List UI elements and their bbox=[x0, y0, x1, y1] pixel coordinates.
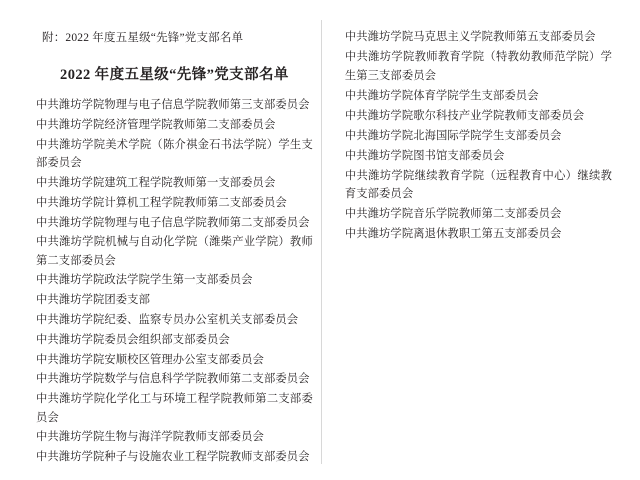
list-item: 中共潍坊学院体育学院学生支部委员会 bbox=[344, 89, 539, 102]
list-item: 中共潍坊学院数学与信息科学学院教师第二支部委员会 bbox=[36, 373, 310, 386]
list-item: 中共潍坊学院物理与电子信息学院教师第二支部委员会 bbox=[36, 216, 310, 229]
branch-list-left bbox=[36, 96, 313, 466]
list-item: 中共潍坊学院音乐学院教师第二支部委员会 bbox=[344, 208, 562, 221]
list-item: 中共潍坊学院经济管理学院教师第二支部委员会 bbox=[36, 119, 276, 132]
list-item: 中共潍坊学院物理与电子信息学院教师第三支部委员会 bbox=[36, 99, 310, 112]
list-item: 中共潍坊学院政法学院学生第一支部委员会 bbox=[36, 274, 253, 287]
list-item: 中共潍坊学院团委支部 bbox=[36, 294, 150, 307]
left-column bbox=[18, 26, 327, 468]
page-title: 2022 年度五星级“先锋”党支部名单 bbox=[60, 67, 289, 84]
list-item: 中共潍坊学院化学化工与环境工程学院教师第二支部委员会 bbox=[36, 393, 313, 424]
list-item: 中共潍坊学院继续教育学院（远程教育中心）继续教育支部委员会 bbox=[344, 169, 612, 201]
list-item: 中共潍坊学院离退休教职工第五支部委员会 bbox=[344, 228, 562, 241]
list-item: 中共潍坊学院教师教育学院（特教幼教师范学院）学生第三支部委员会 bbox=[344, 51, 612, 82]
list-item: 中共潍坊学院纪委、监察专员办公室机关支部委员会 bbox=[36, 314, 299, 327]
list-item: 中共潍坊学院马克思主义学院教师第五支部委员会 bbox=[344, 31, 596, 43]
list-item: 中共潍坊学院安顺校区管理办公室支部委员会 bbox=[36, 353, 264, 366]
list-item: 中共潍坊学院种子与设施农业工程学院教师支部委员会 bbox=[36, 451, 310, 464]
list-item: 中共潍坊学院美术学院（陈介祺金石书法学院）学生支部委员会 bbox=[36, 138, 313, 170]
list-item: 中共潍坊学院生物与海洋学院教师支部委员会 bbox=[36, 431, 264, 444]
list-item: 中共潍坊学院歌尔科技产业学院教师支部委员会 bbox=[344, 109, 585, 122]
list-item: 中共潍坊学院计算机工程学院教师第二支部委员会 bbox=[36, 196, 287, 209]
list-item: 中共潍坊学院机械与自动化学院（潍柴产业学院）教师第二支部委员会 bbox=[36, 236, 313, 267]
list-item: 中共潍坊学院委员会组织部支部委员会 bbox=[36, 333, 230, 346]
list-item: 中共潍坊学院北海国际学院学生支部委员会 bbox=[344, 129, 562, 142]
attachment-line: 附：2022 年度五星级“先锋”党支部名单 bbox=[42, 32, 244, 44]
branch-list-right bbox=[345, 28, 612, 244]
list-item: 中共潍坊学院图书馆支部委员会 bbox=[344, 149, 505, 162]
list-item: 中共潍坊学院建筑工程学院教师第一支部委员会 bbox=[36, 176, 276, 189]
right-column bbox=[327, 26, 622, 468]
